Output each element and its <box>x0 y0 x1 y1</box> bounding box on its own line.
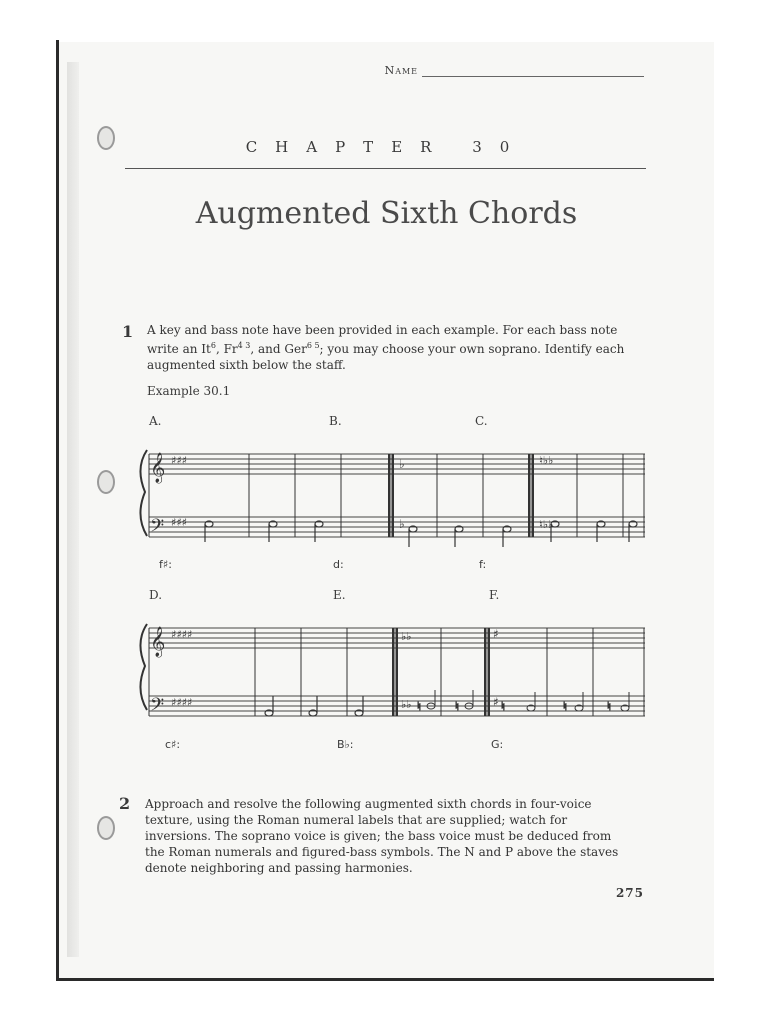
instructions-line: write an It$^6$, $Fr^{4 3}$, and Ger$^{6 5}$; you may choose your own soprano. Identify each <box>147 341 625 356</box>
name-label: Name <box>384 64 418 77</box>
punch-hole <box>97 470 115 494</box>
part-letter: A. <box>149 414 162 428</box>
sharp-icon: ♯ <box>493 627 499 641</box>
flat-icon: ♭ <box>399 457 405 471</box>
exercise-instructions <box>147 322 647 373</box>
barlines <box>149 454 644 537</box>
instructions-line: the Roman numerals and figured-bass symbols. The N and P above the staves <box>145 845 619 859</box>
example-label: Example 30.1 <box>147 384 231 398</box>
natural-icon: ♮ <box>417 700 421 713</box>
sharp-icon: ♯♯♯ <box>171 516 187 529</box>
name-rule <box>422 76 644 77</box>
double-barlines <box>389 454 533 537</box>
natural-icon: ♮ <box>455 700 459 713</box>
part-letter: C. <box>475 414 488 428</box>
instructions-line: A key and bass note have been provided in each example. For each bass note <box>147 323 618 337</box>
worksheet-page <box>59 42 714 978</box>
bass-clef-icon: 𝄢 <box>150 516 165 541</box>
page-number: 275 <box>615 886 644 900</box>
system-brace <box>140 624 147 710</box>
instructions-line: inversions. The soprano voice is given; the bass voice must be deduced from <box>145 829 612 843</box>
sharp-icon: ♯♯♯ <box>171 454 187 467</box>
instructions-line: denote neighboring and passing harmonies. <box>145 861 413 875</box>
bass-notes <box>205 521 637 547</box>
key-label: G: <box>491 738 504 751</box>
treble-clef-icon: 𝄞 <box>150 627 166 657</box>
instructions-line: Approach and resolve the following augmented sixth chords in four-voice <box>145 797 592 811</box>
flat-icon: ♮♭♭ <box>539 518 554 531</box>
flat-icon: ♮♭♭ <box>539 454 554 467</box>
treble-staff-lines <box>149 454 645 474</box>
key-label: d: <box>333 558 344 571</box>
natural-icon: ♮ <box>501 700 505 713</box>
flat-icon: ♭ <box>399 517 405 531</box>
bass-clef-icon: 𝄢 <box>150 695 165 720</box>
scan-edge <box>56 978 714 981</box>
key-label: f♯: <box>159 558 172 571</box>
treble-clef-icon: 𝄞 <box>150 453 166 483</box>
punch-hole <box>97 816 115 840</box>
exercise-number: 2 <box>119 794 131 813</box>
instructions-line: augmented sixth below the staff. <box>147 358 346 372</box>
exercise-instructions <box>145 796 645 876</box>
page-title: Augmented Sixth Chords <box>195 196 578 231</box>
bass-staff-lines <box>149 517 645 537</box>
grand-staff <box>137 442 649 547</box>
name-field[interactable] <box>385 64 644 77</box>
flat-icon: ♭♭ <box>401 698 412 711</box>
key-label: f: <box>479 558 487 571</box>
sharp-icon: ♯♯♯♯ <box>171 628 193 641</box>
divider <box>125 168 646 169</box>
exercise-number: 1 <box>122 322 134 341</box>
part-letter: D. <box>149 588 163 602</box>
system-brace <box>140 450 147 536</box>
key-label: c♯: <box>165 738 181 751</box>
chapter-heading: CHAPTER 30 <box>245 138 528 156</box>
grand-staff <box>137 616 649 721</box>
part-letter: F. <box>489 588 500 602</box>
part-letter: B. <box>329 414 342 428</box>
natural-icon: ♮ <box>607 700 611 713</box>
sharp-icon: ♯♯♯♯ <box>171 696 193 709</box>
flat-icon: ♭♭ <box>401 630 412 643</box>
key-label: B♭: <box>337 738 354 751</box>
natural-icon: ♮ <box>563 700 567 713</box>
sharp-icon: ♯ <box>493 695 499 709</box>
instructions-line: texture, using the Roman numeral labels that are supplied; watch for <box>145 813 568 827</box>
part-letter: E. <box>333 588 346 602</box>
